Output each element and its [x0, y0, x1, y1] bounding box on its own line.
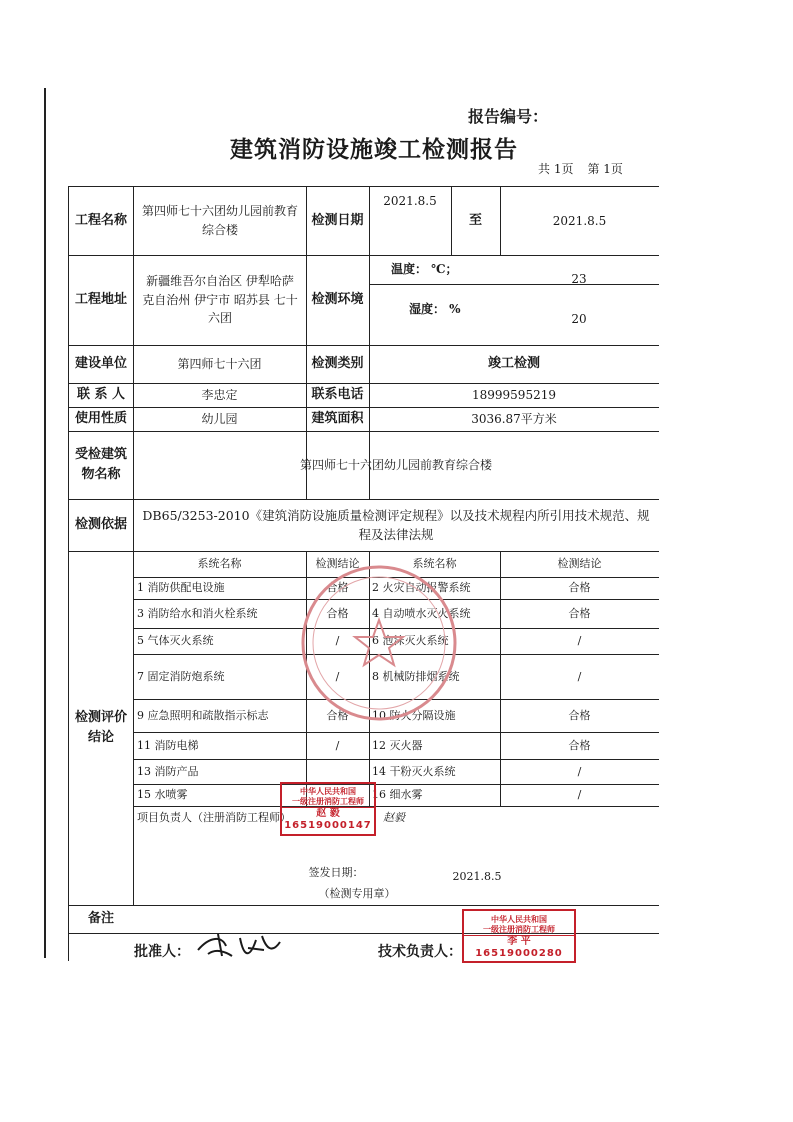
test-date-label: 检测日期: [311, 212, 364, 228]
system-name: 16 细水雾: [372, 788, 423, 802]
project-address: 新疆维吾尔自治区 伊犁哈萨克自治州 伊宁市 昭苏县 七十六团: [142, 274, 298, 326]
binding-line: [44, 88, 46, 958]
system-result: [306, 759, 369, 784]
date-to-label: 至: [468, 212, 482, 228]
builder: 第四师七十六团: [177, 356, 262, 371]
phone-label: 联系电话: [311, 386, 364, 402]
stamp-1-number: 16519000147: [284, 820, 372, 832]
system-name: 2 火灾自动报警系统: [372, 581, 471, 595]
col-system-left: 系统名称: [197, 557, 242, 571]
system-result: /: [577, 788, 582, 802]
approver-label: 批准人：: [134, 944, 190, 960]
system-result: /: [335, 738, 340, 752]
responsible-label: 项目负责人（注册消防工程师）: [137, 811, 291, 825]
report-title: 建筑消防设施竣工检测报告: [230, 136, 518, 163]
remarks-label: 备注: [87, 910, 114, 926]
system-name: 11 消防电梯: [137, 738, 199, 752]
usage-label: 使用性质: [74, 410, 127, 426]
col-result-right: 检测结论: [557, 557, 602, 571]
system-name: 10 防火分隔设施: [372, 708, 456, 722]
project-name: 第四师七十六团幼儿园前教育综合楼: [141, 204, 298, 237]
system-result: 合格: [568, 738, 591, 752]
system-name: 12 灭火器: [372, 738, 423, 752]
basis: DB65/3253-2010《建筑消防设施质量检测评定规程》以及技术规程内所引用技术规范、规程及法律法规: [142, 507, 650, 542]
tech-lead-label: 技术负责人：: [378, 944, 462, 960]
system-name: 5 气体灭火系统: [137, 634, 214, 648]
stamp-1-line-2: 一级注册消防工程师: [282, 797, 374, 809]
system-name: 14 干粉灭火系统: [372, 764, 456, 778]
stamp-2-line-1: 中华人民共和国: [491, 915, 547, 924]
page-indicator: [538, 160, 623, 177]
responsible-signature: 赵毅: [383, 811, 405, 825]
inspection-seal: [298, 562, 460, 724]
system-name: 4 自动喷水灭火系统: [372, 606, 471, 620]
system-result: /: [577, 634, 582, 648]
area-label: 建筑面积: [311, 410, 364, 426]
issue-date-label: 签发日期：: [308, 866, 364, 880]
test-date-start: 2021.8.5: [383, 193, 437, 208]
stamp-2-name: 李 平: [507, 936, 531, 948]
humidity-label: 湿度： %: [409, 301, 461, 316]
system-result: /: [577, 764, 582, 778]
system-name: 7 固定消防炮系统: [137, 669, 225, 683]
col-system-right: 系统名称: [412, 557, 457, 571]
system-result: 合格: [326, 606, 349, 620]
test-environment-label: 检测环境: [311, 291, 364, 307]
system-name: 9 应急照明和疏散指示标志: [137, 708, 269, 722]
area: 3036.87平方米: [471, 411, 557, 426]
system-name: 15 水喷雾: [137, 788, 188, 802]
contact: 李忠定: [201, 387, 238, 402]
system-name: 13 消防产品: [137, 764, 199, 778]
system-result: 合格: [326, 581, 349, 595]
building-label: 受检建筑物名称: [74, 446, 127, 482]
system-result: /: [335, 669, 340, 683]
usage: 幼儿园: [201, 411, 238, 426]
col-result-left: 检测结论: [315, 557, 360, 571]
humidity-value: 20: [571, 311, 587, 326]
test-type-label: 检测类别: [311, 355, 364, 371]
project-name-label: 工程名称: [74, 212, 127, 228]
total-pages: 共 1页: [538, 162, 574, 176]
engineer-stamp-1: [280, 782, 376, 836]
test-type: 竣工检测: [487, 355, 540, 371]
system-name: 6 泡沫灭火系统: [372, 634, 449, 648]
contact-label: 联 系 人: [76, 386, 126, 402]
system-name: 3 消防给水和消火栓系统: [137, 606, 258, 620]
report-number-label: 报告编号：: [468, 107, 549, 126]
approver-signature: [192, 928, 287, 962]
building-name: 第四师七十六团幼儿园前教育综合楼: [299, 457, 492, 472]
system-result: /: [335, 634, 340, 648]
project-address-label: 工程地址: [74, 291, 127, 307]
page-number: 第 1页: [587, 162, 623, 176]
phone: 18999595219: [472, 387, 556, 402]
system-result: /: [577, 669, 582, 683]
issue-date: 2021.8.5: [452, 870, 502, 884]
seal-label: （检测专用章）: [318, 887, 396, 901]
system-result: 合格: [568, 606, 591, 620]
test-date-end: 2021.8.5: [552, 213, 607, 228]
engineer-stamp-2: [462, 909, 576, 963]
system-name: 8 机械防排烟系统: [372, 669, 460, 683]
basis-label: 检测依据: [74, 516, 127, 532]
stamp-2-line-2: 一级注册消防工程师: [464, 925, 574, 937]
temperature-label: 温度： ℃；: [391, 261, 458, 276]
stamp-1-name: 赵 毅: [316, 808, 340, 820]
system-result: 合格: [326, 708, 349, 722]
evaluation-label: 检测评价结论: [75, 709, 128, 745]
system-result: 合格: [568, 708, 591, 722]
stamp-2-number: 16519000280: [475, 948, 563, 960]
builder-label: 建设单位: [74, 355, 127, 371]
temperature-value: 23: [571, 271, 587, 286]
system-result: 合格: [568, 581, 591, 595]
stamp-1-line-1: 中华人民共和国: [300, 787, 356, 796]
system-name: 1 消防供配电设施: [137, 581, 225, 595]
